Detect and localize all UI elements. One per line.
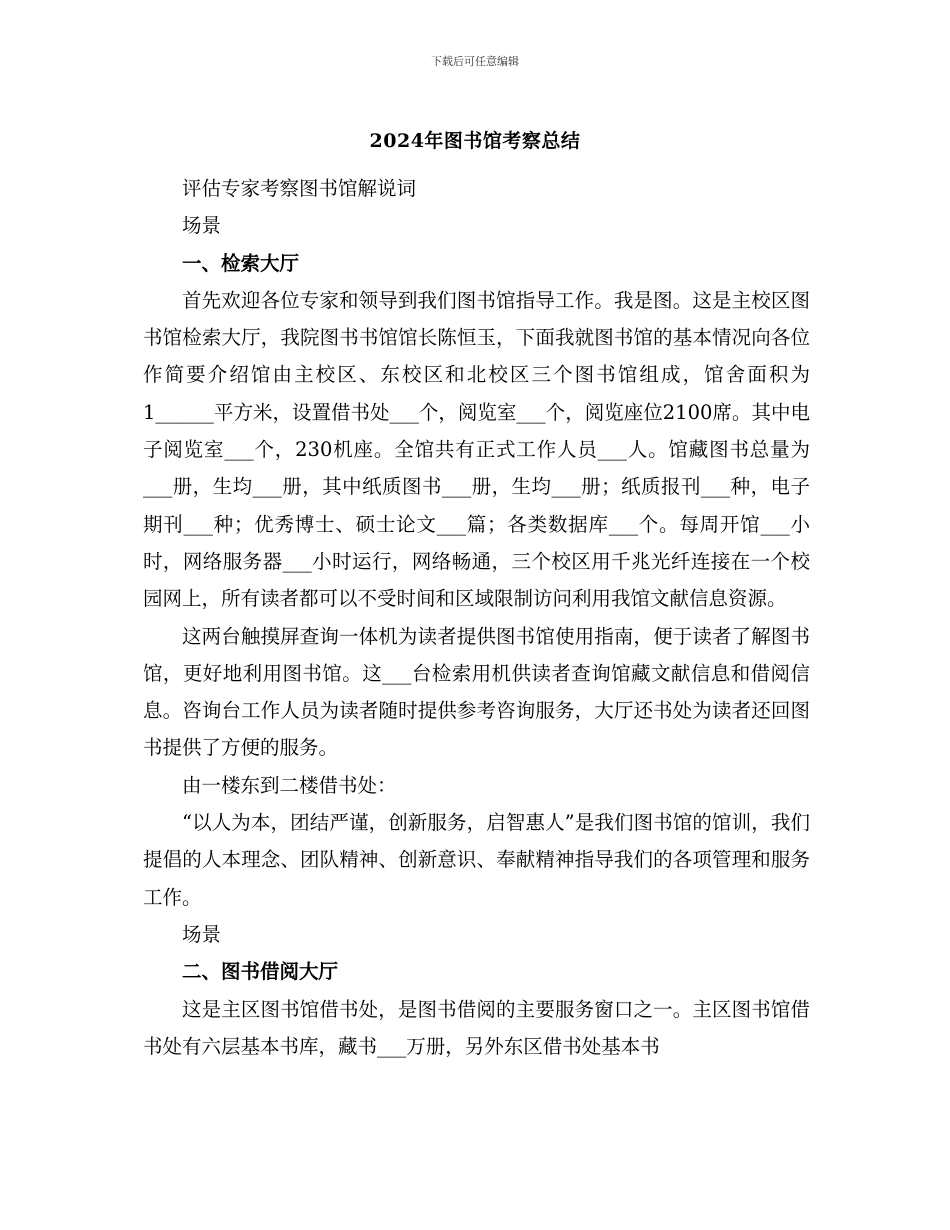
document-body (143, 170, 810, 1065)
paragraph-scene-label-2: 场景 (182, 922, 222, 946)
section-heading-search-hall: 一、检索大厅 (182, 251, 300, 275)
section-heading-lending-hall: 二、图书借阅大厅 (182, 960, 339, 984)
document-title: 2024年图书馆考察总结 (369, 130, 581, 152)
paragraph-motto: “以人为本，团结严谨，创新服务，启智惠人”是我们图书馆的馆训，我们提倡的人本理念、团队精神、创新意识、奉献精神指导我们的各项管理和服务工作。 (143, 811, 810, 909)
page-header-note: 下载后可任意编辑 (431, 55, 519, 68)
paragraph-scene-label: 场景 (182, 214, 222, 238)
paragraph-lending-desk: 这是主区图书馆借书处，是图书借阅的主要服务窗口之一。主区图书馆借书处有六层基本书库，藏书___万册，另外东区借书处基本书 (143, 997, 810, 1058)
paragraph-route: 由一楼东到二楼借书处： (182, 773, 397, 797)
paragraph-touchscreen: 这两台触摸屏查询一体机为读者提供图书馆使用指南，便于读者了解图书馆，更好地利用图书馆。这___台检索用机供读者查询馆藏文献信息和借阅信息。咨询台工作人员为读者随时提供参考咨询服务，大厅还书处为读者还回图书提供了方便的服务。 (143, 624, 810, 760)
paragraph-intro: 评估专家考察图书馆解说词 (182, 177, 417, 200)
paragraph-library-overview: 首先欢迎各位专家和领导到我们图书馆指导工作。我是图。这是主校区图书馆检索大厅，我院图书书馆馆长陈恒玉，下面我就图书馆的基本情况向各位作简要介绍馆由主校区、东校区和北校区三个图书馆组成，馆舍面积为1______平方米，设置借书处___个，阅览室___个，阅览座位2100席。其中电子阅览室___个，230机座。全馆共有正式工作人员___人。馆藏图书总量为___册，生均___册，其中纸质图书___册，生均___册；纸质报刊___种，电子期刊___种；优秀博士、硕士论文___篇；各类数据库___个。每周开馆___小时，网络服务器___小时运行，网络畅通，三个校区用千兆光纤连接在一个校园网上，所有读者都可以不受时间和区域限制访问利用我馆文献信息资源。 (143, 288, 810, 611)
